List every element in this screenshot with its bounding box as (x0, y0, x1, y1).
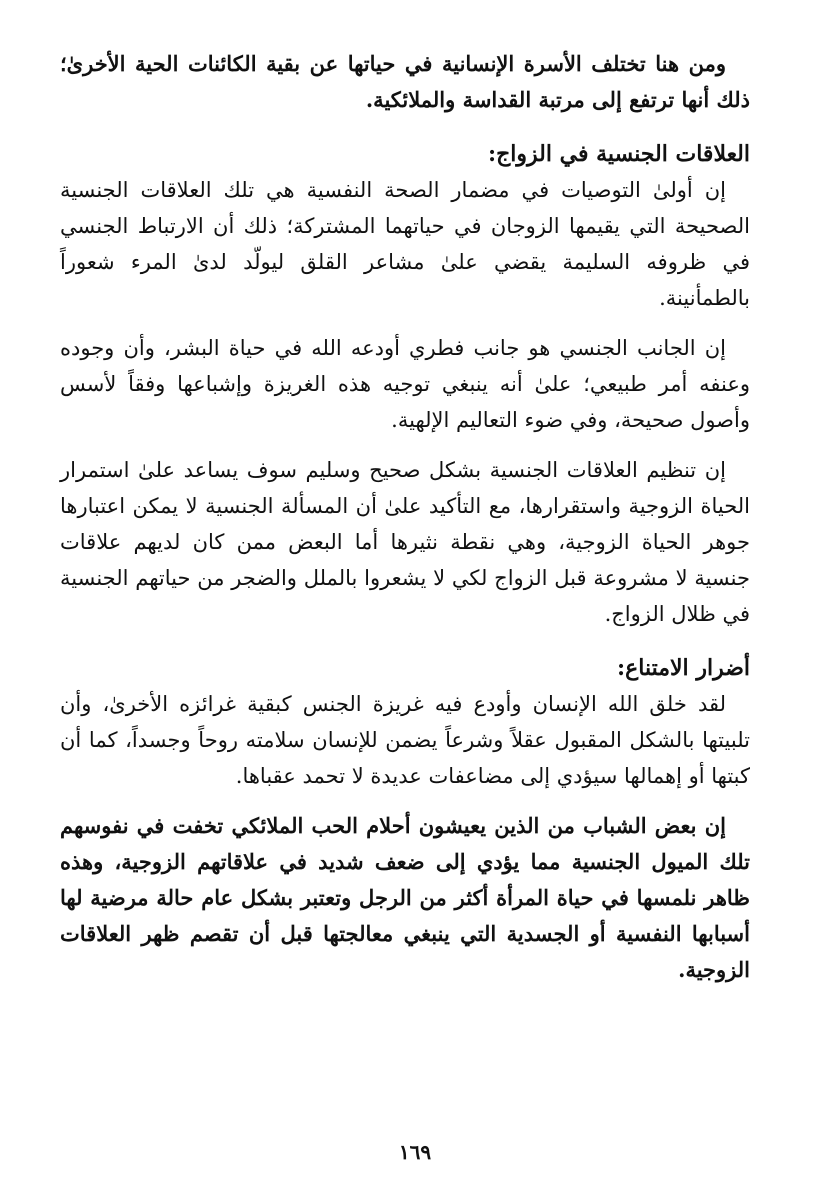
spacer (60, 632, 750, 650)
spacer (60, 316, 750, 330)
intro-paragraph: ومن هنا تختلف الأسرة الإنسانية في حياتها عن بقية الكائنات الحية الأخرىٰ؛ ذلك أنها ترتفع إلى مرتبة القداسة والملائكية. (60, 51, 750, 112)
section2-paragraph-2: إن بعض الشباب من الذين يعيشون أحلام الحب الملائكي تخفت في نفوسهم تلك الميول الجنسية مما يؤدي إلى ضعف شديد في علاقاتهم الزوجية، وهذه ظاهر نلمسها في حياة المرأة أكثر من الرجل وتعتبر بشكل عام حالة مرضية لها أسبابها النفسية أو الجسدية التي ينبغي معالجتها قبل أن تقصم ظهر العلاقات الزوجية. (60, 813, 750, 982)
spacer (60, 118, 750, 136)
section1-paragraph-2: إن الجانب الجنسي هو جانب فطري أودعه الله في حياة البشر، وأن وجوده وعنفه أمر طبيعي؛ علىٰ أنه ينبغي توجيه هذه الغريزة وإشباعها وفقاً لأسس وأصول صحيحة، وفي ضوء التعاليم الإلهية. (60, 336, 750, 432)
section1-paragraph-3: إن تنظيم العلاقات الجنسية بشكل صحيح وسليم سوف يساعد علىٰ استمرار الحياة الزوجية واستقرارها، مع التأكيد علىٰ أن المسألة الجنسية لا يمكن اعتبارها جوهر الحياة الزوجية، وهي نقطة نثيرها أما البعض ممن كان لديهم علاقات جنسية لا مشروعة قبل الزواج لكي لا يشعروا بالملل والضجر من حياتهم الجنسية في ظلال الزواج. (60, 458, 750, 626)
page-body (60, 46, 750, 1152)
section1-paragraph-1: إن أولىٰ التوصيات في مضمار الصحة النفسية هي تلك العلاقات الجنسية الصحيحة التي يقيمها الزوجان في حياتهما المشتركة؛ ذلك أن الارتباط الجنسي في ظروفه السليمة يقضي علىٰ مشاعر القلق ليولّد لدىٰ المرء شعوراً بالطمأنينة. (60, 178, 750, 310)
spacer (60, 438, 750, 452)
section2-paragraph-1: لقد خلق الله الإنسان وأودع فيه غريزة الجنس كبقية غرائزه الأخرىٰ، وأن تلبيتها بالشكل المقبول عقلاً وشرعاً يضمن للإنسان سلامته روحاً وجسداً، كما أن كبتها أو إهمالها سيؤدي إلى مضاعفات عديدة لا تحمد عقباها. (60, 692, 750, 788)
spacer (60, 794, 750, 808)
section-heading-abstinence-harms: أضرار الامتناع: (617, 655, 750, 681)
section-heading-sexual-relations: العلاقات الجنسية في الزواج: (487, 141, 750, 167)
page-number: ١٦٩ (398, 1140, 432, 1164)
